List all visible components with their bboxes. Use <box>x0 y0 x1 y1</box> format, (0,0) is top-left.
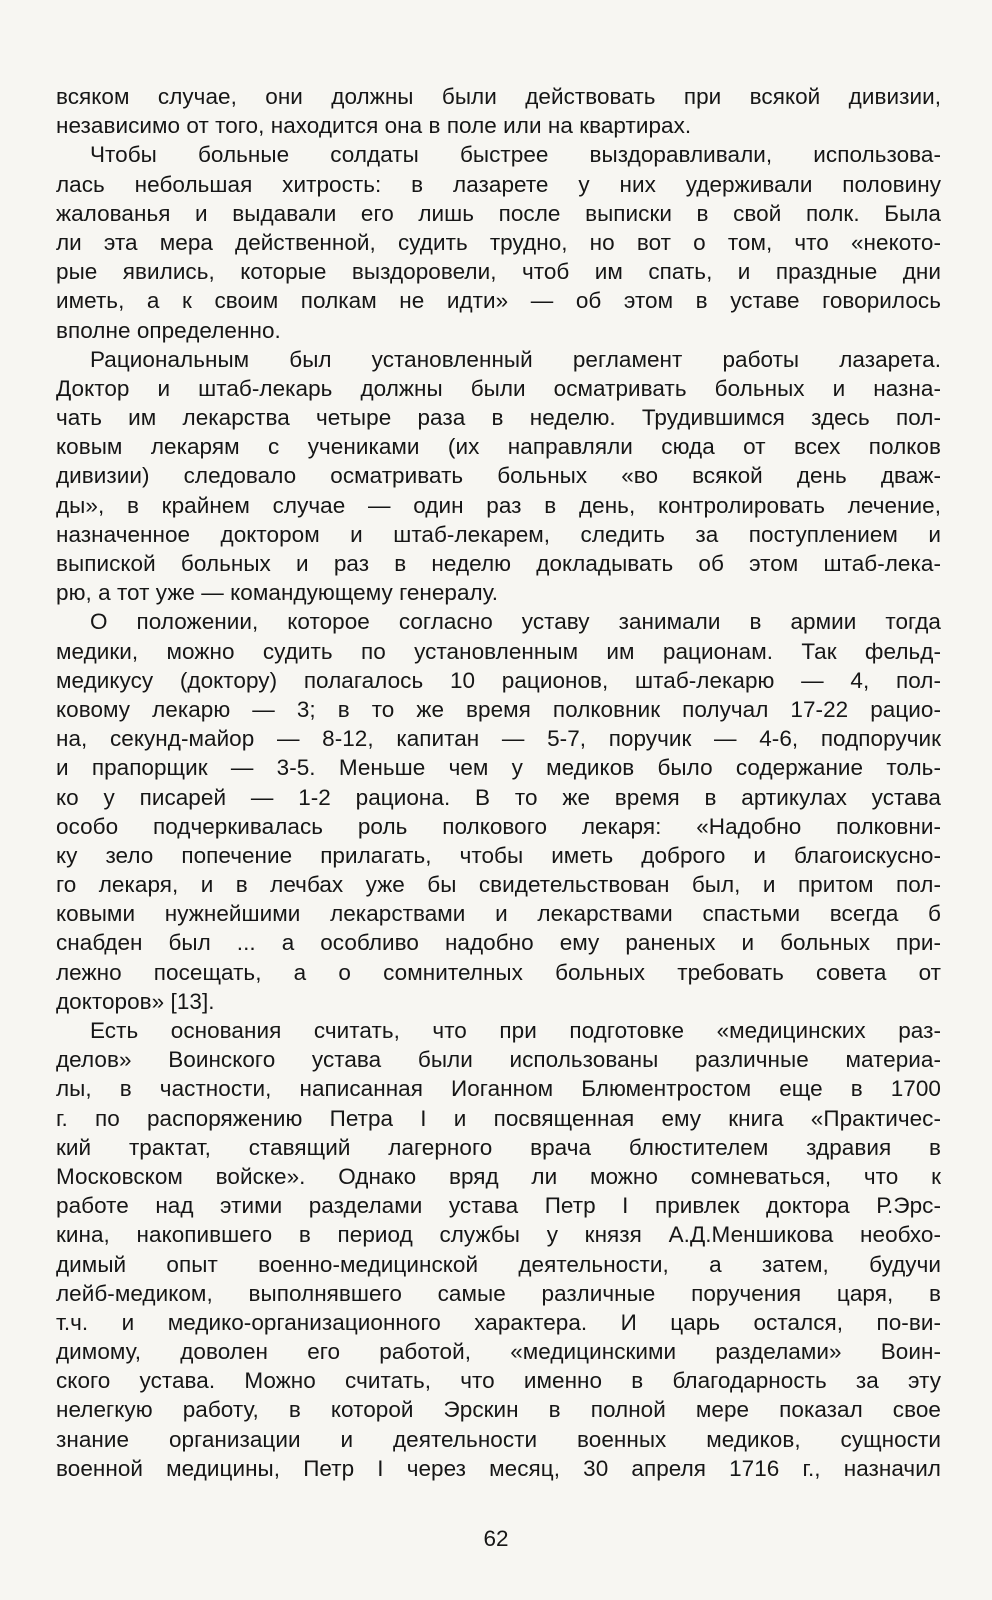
text-line: выпиской больных и раз в неделю докладывать об этом штаб-лека- <box>56 551 941 576</box>
text-line: ского устава. Можно считать, что именно в благодарность за эту <box>56 1368 941 1394</box>
text-line: Чтобы больные солдаты быстрее выздоравливали, использова- <box>90 142 941 168</box>
text-line: Московском войске». Однако вряд ли можно сомневаться, что к <box>56 1163 941 1189</box>
text-line: ковому лекарю — 3; в то же время полковник получал 17-22 рацио- <box>56 696 941 722</box>
text-line: независимо от того, находится она в поле или на квартирах. <box>56 113 692 139</box>
text-line: жалованья и выдавали его лишь после выписки в свой полк. Была <box>56 200 941 226</box>
text-line: г. по распоряжению Петра I и посвященная ему книга «Практичес- <box>56 1105 941 1131</box>
text-line: т.ч. и медико-организационного характера. И царь остался, по-ви- <box>56 1309 941 1335</box>
text-line: снабден был ... а особливо надобно ему раненых и больных при- <box>56 930 941 956</box>
text-line: и прапорщик — 3-5. Меньше чем у медиков было содержание толь- <box>56 755 941 781</box>
text-line: лась небольшая хитрость: в лазарете у них удерживали половину <box>56 171 941 197</box>
text-line: димый опыт военно-медицинской деятельности, а затем, будучи <box>56 1251 941 1277</box>
text-line: го лекаря, и в лечбах уже бы свидетельствован был, и притом пол- <box>56 872 941 898</box>
text-line: ко у писарей — 1-2 рациона. В то же время в артикулах устава <box>56 784 941 810</box>
text-line: ды», в крайнем случае — один раз в день, контролировать лечение, <box>56 492 941 518</box>
text-line: докторов» [13]. <box>56 988 215 1014</box>
text-line: кина, накопившего в период службы у князя А.Д.Меншикова необхо- <box>56 1222 941 1248</box>
text-line: ли эта мера действенной, судить трудно, но вот о том, что «некото- <box>56 229 941 255</box>
text-line: рю, а тот уже — командующему генералу. <box>56 580 499 606</box>
text-line: рые явились, которые выздоровели, чтоб им спать, и праздные дни <box>56 259 941 285</box>
text-line: кий трактат, ставящий лагерного врача блюстителем здравия в <box>56 1134 941 1160</box>
text-line: ку зело попечение прилагать, чтобы иметь доброго и благоискусно- <box>56 842 941 868</box>
text-line: чать им лекарства четыре раза в неделю. Трудившимся здесь пол- <box>56 405 941 431</box>
text-line: ковым лекарям с учениками (их направляли сюда от всех полков <box>56 434 941 460</box>
text-line: всяком случае, они должны были действовать при всякой дивизии, <box>56 84 941 109</box>
text-line: медики, можно судить по установленным им рационам. Так фельд- <box>56 638 941 664</box>
text-line: ковыми нужнейшими лекарствами и лекарствами спастьми всегда б <box>56 901 941 927</box>
text-line: нелегкую работу, в которой Эрскин в полной мере показал свое <box>56 1397 941 1423</box>
text-line: лежно посещать, а о сомнителных больных требовать совета от <box>56 959 941 985</box>
text-line: Доктор и штаб-лекарь должны были осматривать больных и назна- <box>56 375 941 401</box>
text-line: лы, в частности, написанная Иоганном Блюментростом еще в 1700 <box>56 1076 941 1102</box>
text-line: назначенное доктором и штаб-лекарем, следить за поступлением и <box>56 521 941 547</box>
text-line: Рациональным был установленный регламент работы лазарета. <box>90 346 941 372</box>
text-line: на, секунд-майор — 8-12, капитан — 5-7, поручик — 4-6, подпоручик <box>56 726 941 752</box>
text-line: работе над этими разделами устава Петр I привлек доктора Р.Эрс- <box>56 1193 941 1219</box>
page-number: 62 <box>483 1526 509 1551</box>
body-text <box>56 82 941 1483</box>
text-line: димому, доволен его работой, «медицинскими разделами» Воин- <box>56 1339 941 1365</box>
text-line: иметь, а к своим полкам не идти» — об этом в уставе говорилось <box>56 288 941 314</box>
text-line: делов» Воинского устава были использованы различные материа- <box>56 1047 941 1073</box>
text-line: лейб-медиком, выполнявшего самые различные поручения царя, в <box>56 1280 941 1306</box>
text-line: дивизии) следовало осматривать больных «во всякой день дваж- <box>56 463 941 489</box>
text-line: особо подчеркивалась роль полкового лекаря: «Надобно полковни- <box>56 813 941 839</box>
text-line: военной медицины, Петр I через месяц, 30 апреля 1716 г., назначил <box>56 1455 941 1481</box>
text-line: О положении, которое согласно уставу занимали в армии тогда <box>90 609 941 635</box>
text-line: медикусу (доктору) полагалось 10 рационов, штаб-лекарю — 4, пол- <box>56 667 941 693</box>
text-line: Есть основания считать, что при подготовке «медицинских раз- <box>90 1018 941 1043</box>
text-line: вполне определенно. <box>56 317 281 343</box>
text-line: знание организации и деятельности военных медиков, сущности <box>56 1426 941 1452</box>
